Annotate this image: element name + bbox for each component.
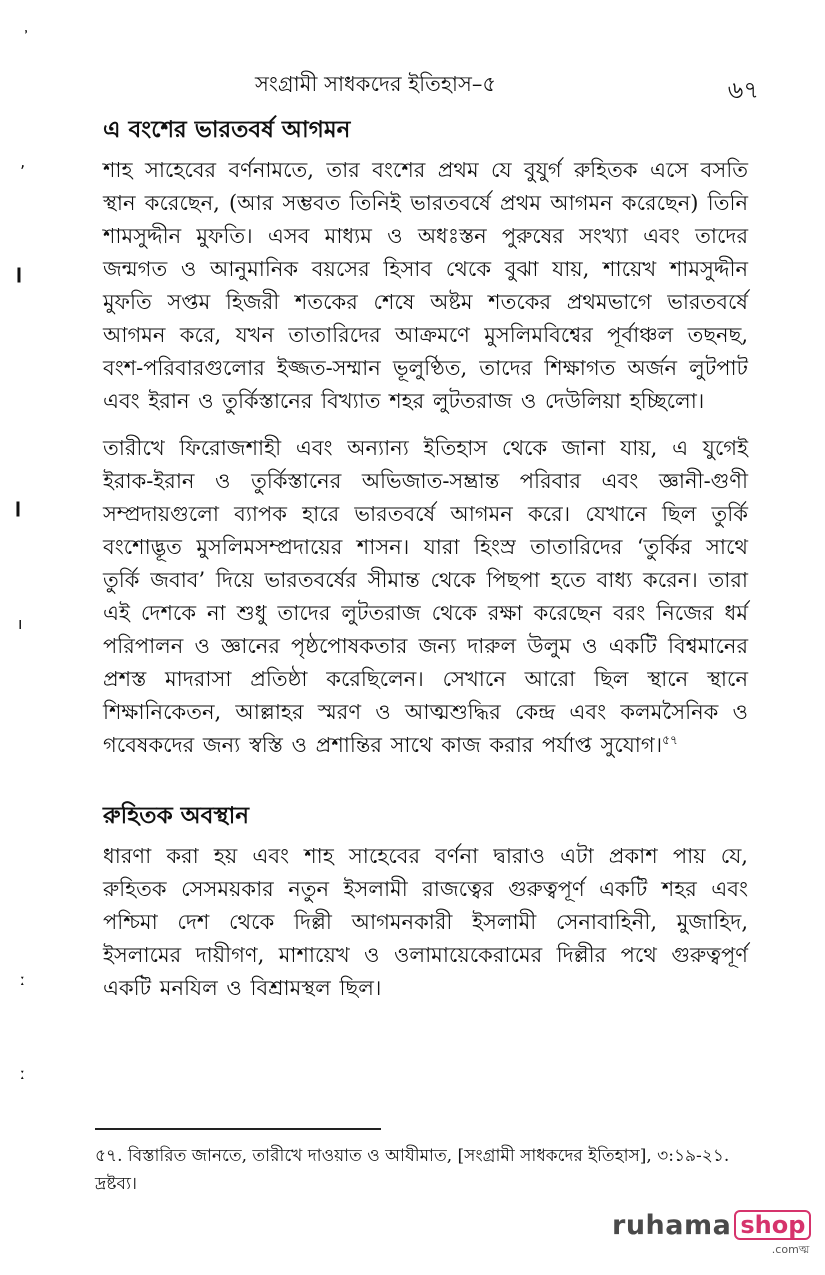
margin-mark: ‚ bbox=[20, 152, 26, 171]
page-header bbox=[0, 68, 825, 108]
margin-mark: ǀ bbox=[16, 264, 22, 283]
footnote: ৫৭. বিস্তারিত জানতে, তারীখে দাওয়াত ও আযীমাত, [সংগ্রামী সাধকদের ইতিহাস], ৩:১৯-২১. দ্রষ্টব্য। bbox=[95, 1146, 730, 1194]
watermark-logo bbox=[612, 1210, 811, 1256]
running-head: সংগ্রামী সাধকদের ইতিহাস–৫ bbox=[255, 72, 497, 96]
logo-badge bbox=[734, 1210, 811, 1256]
margin-mark: ǀ bbox=[15, 498, 21, 517]
logo-text-right: shop bbox=[734, 1210, 811, 1240]
page-body bbox=[103, 112, 748, 1019]
logo-text-left: ruhama bbox=[612, 1210, 732, 1241]
margin-mark: ː bbox=[20, 1064, 26, 1083]
paragraph bbox=[103, 432, 748, 762]
paragraph: শাহ সাহেবের বর্ণনামতে, তার বংশের প্রথম যে বুযুর্গ রুহিতক এসে বসতি স্থান করেছেন, (আর সম্ভবত তিনিই ভারতবর্ষে প্রথম আগমন করেছেন) তিনি শামসুদ্দীন মুফতি। এসব মাধ্যম ও অধঃস্তন পুরুষের সংখ্যা এবং তাদের জন্মগত ও আনুমানিক বয়সের হিসাব থেকে বুঝা যায়, শায়েখ শামসুদ্দীন মুফতি সপ্তম হিজরী শতকের শেষে অষ্টম শতকের প্রথমভাগে ভারতবর্ষে আগমন করে, যখন তাতারিদের আক্রমণে মুসলিমবিশ্বের পূর্বাঞ্চল তছনছ, বংশ-পরিবারগুলোর ইজ্জত-সম্মান ভূলুণ্ঠিত, তাদের শিক্ষাগত অর্জন লুটপাট এবং ইরান ও তুর্কিস্তানের বিখ্যাত শহর লুটতরাজ ও দেউলিয়া হচ্ছিলো। bbox=[103, 158, 748, 413]
paragraph-text: তারীখে ফিরোজশাহী এবং অন্যান্য ইতিহাস থেকে জানা যায়, এ যুগেই ইরাক-ইরান ও তুর্কিস্তানের অভিজাত-সম্ভ্রান্ত পরিবার এবং জ্ঞানী-গুণী সম্প্রদায়গুলো ব্যাপক হারে ভারতবর্ষে আগমন করে। যেখানে ছিল তুর্কি বংশোদ্ভূত মুসলিমসম্প্রদায়ের শাসন। যারা হিংস্র তাতারিদের ‘তুর্কির সাথে তুর্কি জবাব’ দিয়ে ভারতবর্ষের সীমান্ত থেকে পিছপা হতে বাধ্য করেন। তারা এই দেশকে না শুধু তাদের লুটতরাজ থেকে রক্ষা করেছেন বরং নিজের ধর্ম পরিপালন ও জ্ঞানের পৃষ্ঠপোষকতার জন্য দারুল উলুম ও একটি বিশ্বমানের প্রশস্ত মাদরাসা প্রতিষ্ঠা করেছিলেন। সেখানে আরো ছিল স্থানে স্থানে শিক্ষানিকেতন, আল্লাহর স্মরণ ও আত্মশুদ্ধির কেন্দ্র এবং কলমসৈনিক ও গবেষকদের জন্য স্বস্তি ও প্রশান্তির সাথে কাজ করার পর্যাপ্ত সুযোগ। bbox=[103, 436, 748, 757]
margin-mark: ᾿ bbox=[22, 28, 30, 47]
margin-mark: ı bbox=[18, 614, 23, 633]
section-heading: রুহিতক অবস্থান bbox=[103, 803, 250, 829]
footnote-reference[interactable]: ৫৭ bbox=[662, 733, 678, 747]
logo-domain: .comত্ম bbox=[771, 1243, 810, 1256]
footnote-divider bbox=[95, 1128, 381, 1130]
section-heading: এ বংশের ভারতবর্ষ আগমন bbox=[103, 117, 351, 143]
paragraph: ধারণা করা হয় এবং শাহ সাহেবের বর্ণনা দ্বারাও এটা প্রকাশ পায় যে, রুহিতক সেসময়কার নতুন ইসলামী রাজত্বের গুরুত্বপূর্ণ একটি শহর এবং পশ্চিমা দেশ থেকে দিল্লী আগমনকারী ইসলামী সেনাবাহিনী, মুজাহিদ, ইসলামের দায়ীগণ, মাশায়েখ ও ওলামায়েকেরামের দিল্লীর পথে গুরুত্বপূর্ণ একটি মনযিল ও বিশ্রামস্থল ছিল। bbox=[103, 844, 748, 1000]
margin-mark: ː bbox=[20, 970, 26, 989]
page-number: ৬৭ bbox=[727, 76, 759, 104]
section-gap bbox=[103, 776, 748, 798]
